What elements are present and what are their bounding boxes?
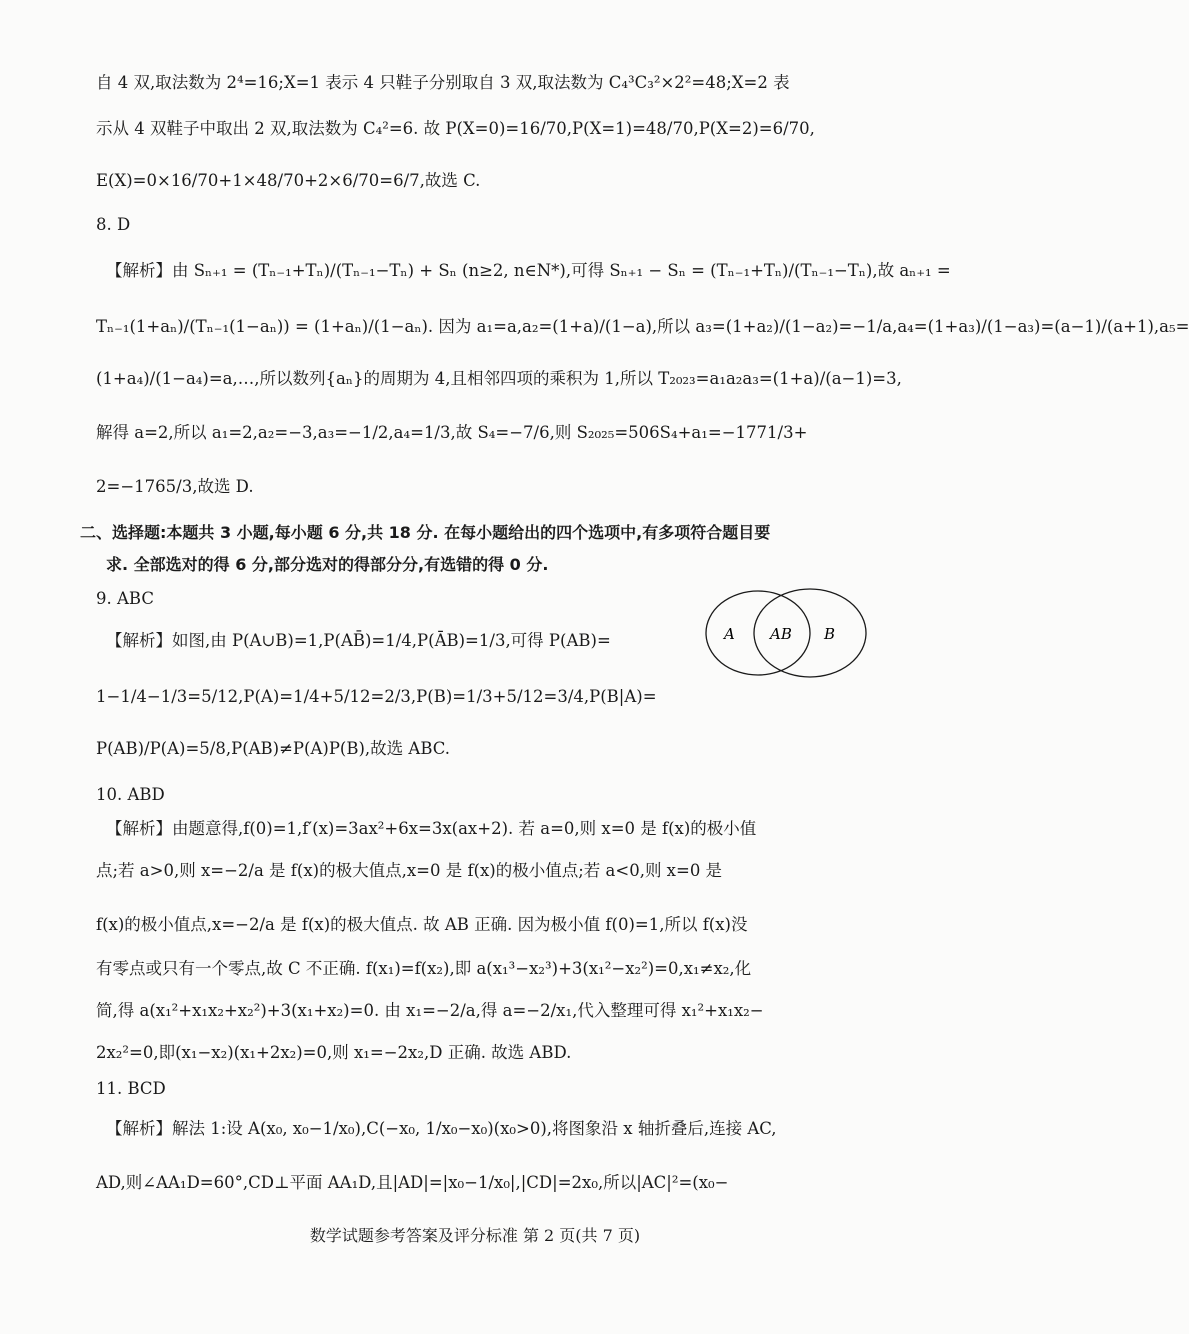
text-line: AD,则∠AA₁D=60°,CD⊥平面 AA₁D,且|AD|=|x₀−1/x₀|,|CD|=2x₀,所以|AC|²=(x₀− (96, 1173, 729, 1192)
section-heading: 二、选择题:本题共 3 小题,每小题 6 分,共 18 分. 在每小题给出的四个选项中,有多项符合题目要 (80, 523, 771, 542)
text-line: 示从 4 双鞋子中取出 2 双,取法数为 C₄²=6. 故 P(X=0)=16/70,P(X=1)=48/70,P(X=2)=6/70, (96, 119, 815, 138)
text-line: 自 4 双,取法数为 2⁴=16;X=1 表示 4 只鞋子分别取自 3 双,取法数为 C₄³C₃²×2²=48;X=2 表 (96, 73, 790, 92)
text-line: 【解析】由题意得,f(0)=1,f′(x)=3ax²+6x=3x(ax+2). 若 a=0,则 x=0 是 f(x)的极小值 (106, 819, 757, 838)
text-line: 【解析】由 Sₙ₊₁ = (Tₙ₋₁+Tₙ)/(Tₙ₋₁−Tₙ) + Sₙ (n≥2, n∈N*),可得 Sₙ₊₁ − Sₙ = (Tₙ₋₁+Tₙ)/(Tₙ₋₁−Tₙ),故 aₙ₊₁ = (106, 261, 951, 280)
text-line: f(x)的极小值点,x=−2/a 是 f(x)的极大值点. 故 AB 正确. 因为极小值 f(0)=1,所以 f(x)没 (96, 915, 748, 934)
text-line: 1−1/4−1/3=5/12,P(A)=1/4+5/12=2/3,P(B)=1/3+5/12=3/4,P(B|A)= (96, 687, 657, 706)
text-line: 有零点或只有一个零点,故 C 不正确. f(x₁)=f(x₂),即 a(x₁³−x₂³)+3(x₁²−x₂²)=0,x₁≠x₂,化 (96, 959, 752, 978)
text-line: 【解析】如图,由 P(A∪B)=1,P(AB̄)=1/4,P(ĀB)=1/3,可得 P(AB)= (106, 631, 611, 650)
text-line: E(X)=0×16/70+1×48/70+2×6/70=6/7,故选 C. (96, 171, 481, 190)
text-line: 简,得 a(x₁²+x₁x₂+x₂²)+3(x₁+x₂)=0. 由 x₁=−2/a,得 a=−2/x₁,代入整理可得 x₁²+x₁x₂− (96, 1001, 764, 1020)
set-a-circle (706, 591, 810, 675)
text-line: 2=−1765/3,故选 D. (96, 477, 254, 496)
venn-label-ab: AB (770, 625, 792, 643)
text-line: 【解析】解法 1:设 A(x₀, x₀−1/x₀),C(−x₀, 1/x₀−x₀)(x₀>0),将图象沿 x 轴折叠后,连接 AC, (106, 1119, 777, 1138)
text-line: 2x₂²=0,即(x₁−x₂)(x₁+2x₂)=0,则 x₁=−2x₂,D 正确. 故选 ABD. (96, 1043, 572, 1062)
question-11-answer: 11. BCD (96, 1079, 166, 1098)
text-line: P(AB)/P(A)=5/8,P(AB)≠P(A)P(B),故选 ABC. (96, 739, 451, 758)
text-line: Tₙ₋₁(1+aₙ)/(Tₙ₋₁(1−aₙ)) = (1+aₙ)/(1−aₙ). 因为 a₁=a,a₂=(1+a)/(1−a),所以 a₃=(1+a₂)/(1−a₂)=−1/a,a₄=(1+a₃)/(1−a₃)=(a−1)/(a+1),a₅= (96, 317, 1189, 336)
page-footer: 数学试题参考答案及评分标准 第 2 页(共 7 页) (309, 1226, 641, 1245)
text-line: 解得 a=2,所以 a₁=2,a₂=−3,a₃=−1/2,a₄=1/3,故 S₄=−7/6,则 S₂₀₂₅=506S₄+a₁=−1771/3+ (96, 423, 808, 442)
text-line: (1+a₄)/(1−a₄)=a,…,所以数列{aₙ}的周期为 4,且相邻四项的乘积为 1,所以 T₂₀₂₃=a₁a₂a₃=(1+a)/(a−1)=3, (96, 369, 902, 388)
question-10-answer: 10. ABD (96, 785, 165, 804)
venn-diagram (700, 585, 870, 685)
question-8-answer: 8. D (96, 215, 131, 234)
text-line: 点;若 a>0,则 x=−2/a 是 f(x)的极大值点,x=0 是 f(x)的极小值点;若 a<0,则 x=0 是 (96, 861, 723, 880)
section-heading-cont: 求. 全部选对的得 6 分,部分选对的得部分分,有选错的得 0 分. (106, 555, 549, 574)
venn-label-a: A (724, 625, 735, 643)
venn-label-b: B (824, 625, 836, 643)
question-9-answer: 9. ABC (96, 589, 154, 608)
